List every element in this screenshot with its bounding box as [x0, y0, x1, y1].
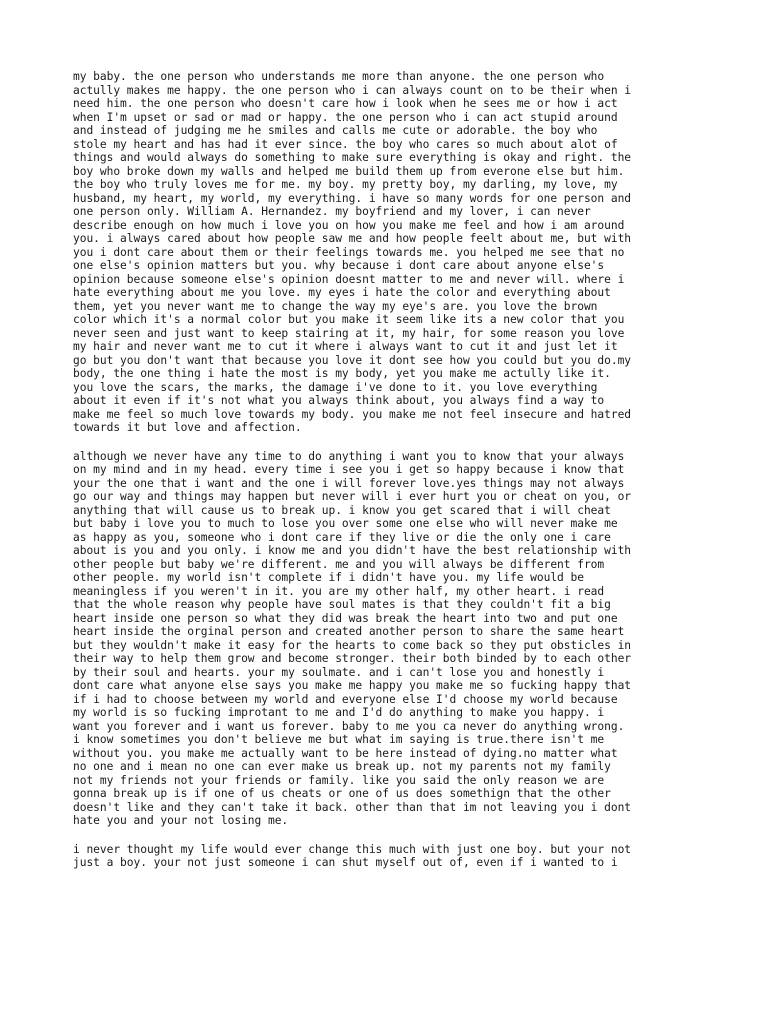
text-line: color which it's a normal color but you make it seem like its a new color that you: [73, 313, 625, 326]
text-line: heart inside the orginal person and created another person to share the same heart: [73, 625, 625, 638]
text-line: my baby. the one person who understands me more than anyone. the one person who: [73, 70, 605, 83]
text-line: dont care what anyone else says you make me happy you make me so fucking happy that: [73, 679, 632, 692]
text-line: stole my heart and has had it ever since. the boy who cares so much about alot of: [73, 137, 618, 151]
text-line: go our way and things may happen but never will i ever hurt you or cheat on you, or: [73, 490, 632, 503]
paragraph-1: [73, 70, 713, 435]
text-line: not my friends not your friends or family. like you said the only reason we are: [73, 773, 605, 787]
text-line: by their soul and hearts. your my soulmate. and i can't lose you and honestly i: [73, 665, 605, 679]
text-line: go but you don't want that because you love it dont see how you could but you do.my: [73, 353, 632, 367]
text-line: actully makes me happy. the one person who i can always count on to be their when i: [73, 83, 632, 97]
text-line: heart inside one person so what they did was break the heart into two and put one: [73, 611, 618, 625]
text-line: no one and i mean no one can ever make us break up. not my parents not my family: [73, 760, 611, 773]
text-line: hate everything about me you love. my eyes i hate the color and everything about: [73, 286, 611, 299]
text-line: but they wouldn't make it easy for the hearts to come back so they put obsticles in: [73, 638, 632, 652]
text-line: when I'm upset or sad or mad or happy. the one person who i can act stupid around: [73, 110, 618, 124]
text-line: make me feel so much love towards my body. you make me not feel insecure and hatred: [73, 407, 632, 421]
text-line: anything that will cause us to break up. i know you get scared that i will cheat: [73, 503, 611, 517]
text-line: but baby i love you to much to lose you over some one else who will never make me: [73, 517, 618, 530]
text-line: meaningless if you weren't in it. you are my other half, my other heart. i read: [73, 584, 605, 598]
document-page: [73, 70, 713, 885]
text-line: that the whole reason why people have soul mates is that they couldn't fit a big: [73, 598, 611, 611]
text-line: about is you and you only. i know me and you didn't have the best relationship with: [73, 544, 632, 557]
text-line: the boy who truly loves me for me. my boy. my pretty boy, my darling, my love, my: [73, 178, 618, 191]
text-line: just a boy. your not just someone i can shut myself out of, even if i wanted to i: [73, 856, 618, 869]
text-line: things and would always do something to make sure everything is okay and right. the: [73, 151, 632, 164]
text-line: gonna break up is if one of us cheats or one of us does somethign that the other: [73, 787, 611, 800]
text-line: although we never have any time to do anything i want you to know that your always: [73, 449, 625, 463]
text-line: want you forever and i want us forever. baby to me you ca never do anything wrong.: [73, 719, 625, 733]
text-line: you i dont care about them or their feelings towards me. you helped me see that no: [73, 245, 625, 259]
paragraph-2: [73, 450, 713, 828]
paragraph-3: [73, 843, 713, 870]
text-line: body, the one thing i hate the most is my body, yet you make me actully like it.: [73, 367, 611, 380]
text-line: i never thought my life would ever change this much with just one boy. but your not: [73, 842, 632, 856]
text-line: if i had to choose between my world and everyone else I'd choose my world because: [73, 692, 618, 706]
text-line: husband, my heart, my world, my everything. i have so many words for one person and: [73, 191, 632, 205]
text-line: i know sometimes you don't believe me but what im saying is true.there isn't me: [73, 733, 605, 746]
text-line: their way to help them grow and become stronger. their both binded by to each other: [73, 652, 632, 665]
text-line: them, yet you never want me to change the way my eye's are. you love the brown: [73, 299, 598, 313]
text-line: your the one that i want and the one i will forever love.yes things may not always: [73, 476, 625, 490]
text-line: about it even if it's not what you always think about, you always find a way to: [73, 394, 605, 407]
text-line: my world is so fucking improtant to me and I'd do anything to make you happy. i: [73, 706, 605, 719]
text-line: one else's opinion matters but you. why because i dont care about anyone else's: [73, 259, 605, 272]
text-line: describe enough on how much i love you on how you make me feel and how i am around: [73, 218, 625, 232]
text-line: need him. the one person who doesn't care how i look when he sees me or how i act: [73, 97, 618, 110]
text-line: boy who broke down my walls and helped me build them up from everone else but him.: [73, 164, 625, 178]
text-line: as happy as you, someone who i dont care if they live or die the only one i care: [73, 530, 611, 544]
text-line: without you. you make me actually want to be here instead of dying.no matter what: [73, 746, 618, 760]
text-line: you. i always cared about how people saw me and how people feelt about me, but with: [73, 232, 632, 245]
text-line: opinion because someone else's opinion doesnt matter to me and never will. where i: [73, 272, 625, 286]
text-line: one person only. William A. Hernandez. my boyfriend and my lover, i can never: [73, 205, 591, 218]
text-line: my hair and never want me to cut it where i always want to cut it and just let it: [73, 340, 618, 353]
text-line: you love the scars, the marks, the damage i've done to it. you love everything: [73, 380, 598, 394]
text-line: other people but baby we're different. me and you will always be different from: [73, 557, 605, 571]
text-line: towards it but love and affection.: [73, 421, 302, 434]
text-line: hate you and your not losing me.: [73, 814, 289, 827]
text-line: on my mind and in my head. every time i see you i get so happy because i know that: [73, 463, 625, 476]
text-line: other people. my world isn't complete if i didn't have you. my life would be: [73, 571, 584, 584]
text-line: never seen and just want to keep stairing at it, my hair, for some reason you love: [73, 326, 625, 340]
text-line: doesn't like and they can't take it back. other than that im not leaving you i dont: [73, 800, 632, 814]
text-line: and instead of judging me he smiles and calls me cute or adorable. the boy who: [73, 124, 598, 137]
